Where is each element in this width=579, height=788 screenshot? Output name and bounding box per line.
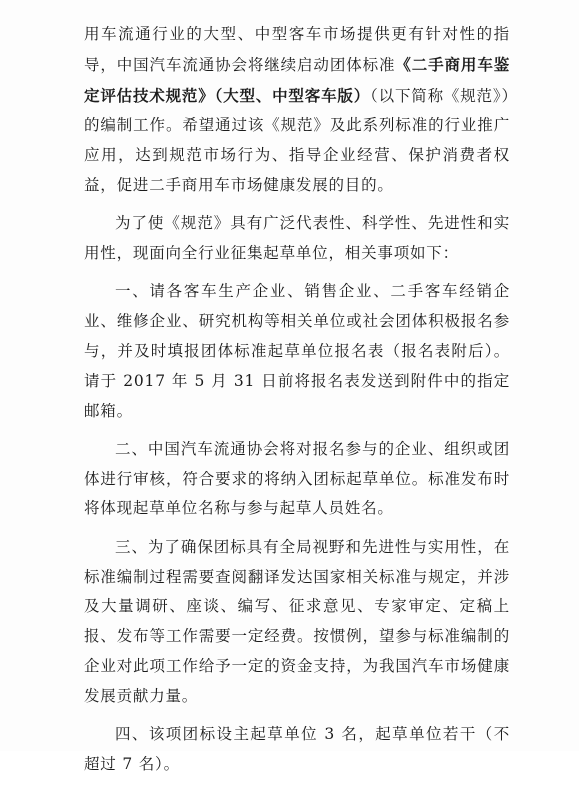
paragraph-item-1: 一、请各客车生产企业、销售企业、二手客车经销企业、维修企业、研究机构等相关单位或社会团体积极报名参与，并及时填报团体标准起草单位报名表（报名表附后）。请于 2017 年 5 月 31 日前将报名表发送到附件中的指定邮箱。	[84, 282, 510, 420]
paragraph-item-2: 二、中国汽车流通协会将对报名参与的企业、组织或团体进行审核，符合要求的将纳入团标起草单位。标准发布时将体现起草单位名称与参与起草人员姓名。	[84, 439, 510, 518]
paragraph-purpose: 为了使《规范》具有广泛代表性、科学性、先进性和实用性，现面向全行业征集起草单位，相关事项如下：	[84, 214, 510, 263]
paragraph-intro	[84, 20, 510, 201]
intro-text-start: 用车流通行业的大型、中型客车市场提供更有针对性的指导，中国汽车流通协会将继续启动团体标准	[84, 25, 510, 74]
paragraph-item-3: 三、为了确保团标具有全局视野和先进性与实用性，在标准编制过程需要查阅翻译发达国家相关标准与规定，并涉及大量调研、座谈、编写、征求意见、专家审定、定稿上报、发布等工作需要一定经费。按惯例，望参与标准编制的企业对此项工作给予一定的资金支持，为我国汽车市场健康发展贡献力量。	[84, 537, 510, 705]
intro-text-end: （以下简称《规范》）的编制工作。希望通过该《规范》及此系列标准的行业推广应用，达到规范市场行为、指导企业经营、保护消费者权益，促进二手商用车市场健康发展的目的。	[84, 86, 510, 194]
paragraph-item-4: 四、该项团标设主起草单位 3 名，起草单位若干（不超过 7 名）。	[84, 725, 510, 773]
document-body	[84, 20, 510, 788]
standard-title: 《二手商用车鉴定评估技术规范》（大型、中型客车版）	[84, 54, 511, 105]
